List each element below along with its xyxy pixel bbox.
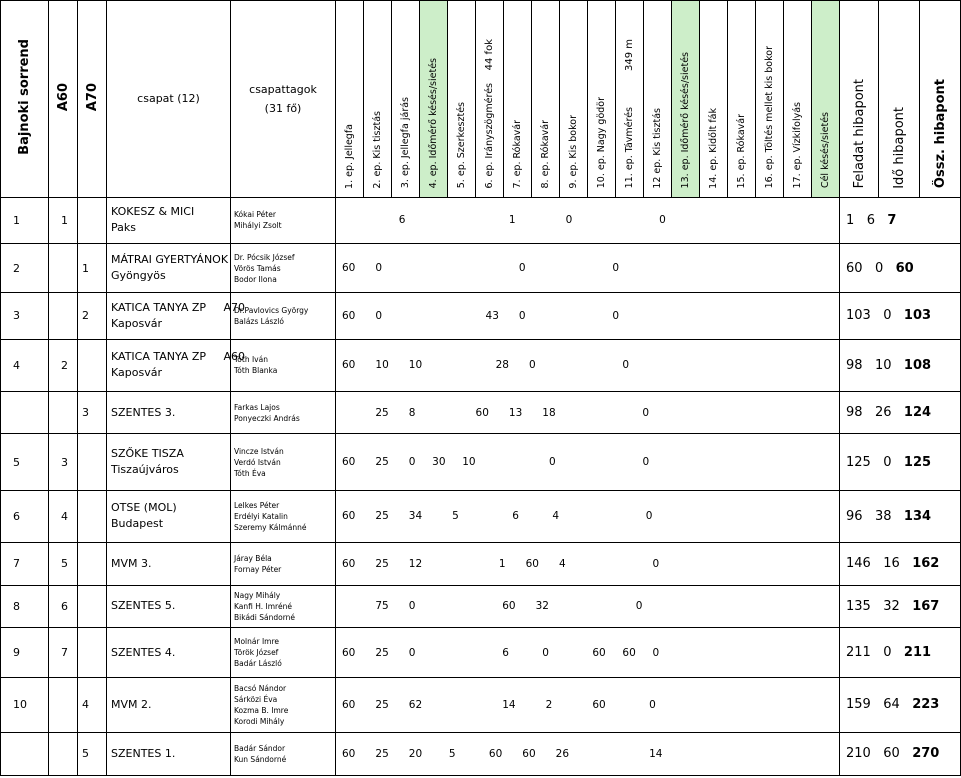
team-cell (107, 243, 231, 292)
stage-header-3: 3. ep. Jellegfa járás (392, 1, 420, 198)
stage-header-13: 13. ep. Időmérő késés/sietés (672, 1, 700, 198)
rank-value: 10 (13, 698, 27, 712)
member-name: Fornay Péter (234, 564, 282, 574)
team-header: csapat (12) (107, 1, 231, 198)
spacer (871, 455, 883, 470)
a70-cell (78, 627, 107, 677)
members-cell (231, 627, 336, 677)
rank-cell (1, 339, 49, 391)
rank-cell (1, 585, 49, 627)
feladat-value: 103 (846, 308, 871, 324)
spacer (900, 599, 912, 614)
scores-cell (336, 243, 840, 292)
spacer (892, 358, 904, 373)
spacer (900, 556, 912, 571)
stage-scores: 60 0 43 0 0 (342, 309, 620, 322)
a60-value: 6 (61, 599, 68, 613)
a70-value: 5 (82, 747, 89, 761)
member-name: Tóth Iván (234, 355, 268, 365)
team-name: SZENTES 4. (111, 645, 176, 659)
team-name: MÁTRAI GYERTYÁNOK (111, 253, 229, 267)
members-cell (231, 678, 336, 732)
stage-header-5: 5. ep. Szerkesztés (448, 1, 476, 198)
a70-cell (78, 678, 107, 732)
team-city: Tiszaújváros (111, 463, 179, 477)
member-name: Török József (234, 648, 279, 658)
team-city: Kaposvár (111, 366, 162, 380)
spacer (871, 599, 883, 614)
team-name: SZENTES 5. (111, 599, 176, 613)
feladat-value: 146 (846, 556, 871, 572)
rank-value: 3 (13, 309, 20, 323)
stage-scores: 25 8 60 13 18 0 (342, 406, 650, 419)
team-city: Budapest (111, 517, 164, 531)
a60-cell (49, 197, 78, 243)
team-name: MVM 2. (111, 697, 152, 711)
totals-cell (840, 678, 961, 732)
ossz-value: 134 (903, 508, 932, 524)
scores-cell (336, 490, 840, 542)
totals-cell (840, 197, 961, 243)
a60-cell (49, 243, 78, 292)
members-header-title: csapattagok (249, 82, 317, 96)
spacer (871, 645, 883, 660)
stage-header-9: 9. ep. Kis bokor (560, 1, 588, 198)
rank-cell (1, 293, 49, 339)
member-name: Badár László (234, 659, 282, 669)
a60-value: 1 (61, 213, 68, 227)
stage-scores: 60 25 62 14 2 60 0 (342, 698, 656, 711)
team-name: SZENTES 1. (111, 746, 176, 760)
ossz-value: 7 (887, 212, 897, 228)
member-name: Bacsó Nándor (234, 683, 287, 693)
totals-cell (840, 627, 961, 677)
ossz-value: 211 (903, 645, 932, 661)
stage-header-12: 12 ep. Kis tisztás (644, 1, 672, 198)
spacer (875, 213, 887, 228)
spacer (871, 308, 883, 323)
spacer (892, 405, 904, 420)
table-row (1, 585, 961, 627)
a70-cell (78, 732, 107, 775)
team-name: SZŐKE TISZA (111, 447, 184, 461)
table-row (1, 732, 961, 775)
stage-header-6: 44 fok 6. ep. Irányszögmérés (476, 1, 504, 198)
scores-cell (336, 732, 840, 775)
ido-value: 38 (874, 508, 892, 524)
spacer (863, 358, 875, 373)
team-cell (107, 585, 231, 627)
rank-value: 9 (13, 646, 20, 660)
stage-scores: 6 1 0 0 (342, 214, 666, 227)
a60-cell (49, 678, 78, 732)
team-cell (107, 490, 231, 542)
scores-cell (336, 543, 840, 585)
spacer (863, 509, 875, 524)
table-row (1, 392, 961, 434)
spacer (892, 455, 904, 470)
member-name: Nagy Mihály (234, 590, 281, 600)
rank-value: 7 (13, 557, 20, 571)
scores-cell (336, 678, 840, 732)
spacer (900, 697, 912, 712)
a70-cell (78, 293, 107, 339)
team-cell (107, 543, 231, 585)
team-name: KATICA TANYA ZP A60 (111, 350, 246, 364)
scores-cell (336, 197, 840, 243)
rank-value: 2 (13, 261, 20, 275)
a70-header: A70 (78, 1, 107, 198)
team-cell (107, 339, 246, 391)
table-row (1, 243, 961, 292)
ossz-value: 124 (903, 405, 932, 421)
spacer (900, 746, 912, 761)
stage-scores: 75 0 60 32 0 (342, 600, 643, 613)
ido-value: 0 (874, 260, 884, 276)
a70-cell (78, 543, 107, 585)
totals-cell (840, 543, 961, 585)
rank-value: 1 (13, 213, 20, 227)
totals-cell (840, 392, 961, 434)
a70-cell (78, 243, 107, 292)
a60-cell (49, 392, 78, 434)
table-row (1, 543, 961, 585)
member-name: Kanfi H. Imréné (234, 601, 292, 611)
members-cell (231, 732, 336, 775)
rank-cell (1, 434, 49, 490)
member-name: Lelkes Péter (234, 500, 280, 510)
member-name: Kókai Péter (234, 210, 276, 220)
table-row (1, 339, 961, 391)
stage-11-note: 349 m (624, 39, 635, 72)
team-city: Gyöngyös (111, 269, 166, 283)
rank-cell (1, 490, 49, 542)
rank-cell (1, 197, 49, 243)
member-name: Kozma B. Imre (234, 705, 289, 715)
team-cell (107, 293, 246, 339)
team-cell (107, 732, 231, 775)
a60-value: 5 (61, 557, 68, 571)
scores-cell (336, 585, 840, 627)
members-cell (231, 243, 336, 292)
team-name: KOKESZ & MICI (111, 205, 195, 219)
rank-value: 4 (13, 358, 20, 372)
rank-cell (1, 543, 49, 585)
a60-cell (49, 339, 78, 391)
member-name: Mihályi Zsolt (234, 221, 282, 231)
feladat-value: 210 (846, 746, 871, 762)
totals-cell (840, 490, 961, 542)
rank-value: 8 (13, 599, 20, 613)
a60-value: 7 (61, 646, 68, 660)
ido-value: 0 (883, 454, 892, 470)
feladat-value: 1 (846, 212, 855, 228)
members-cell (231, 293, 336, 339)
stage-header-10: 10. ep. Nagy gödör (588, 1, 616, 198)
spacer (892, 308, 904, 323)
member-name: Badár Sándor (234, 743, 286, 753)
stage-scores: 60 25 0 30 10 0 0 (342, 456, 650, 469)
stage-scores: 60 25 34 5 6 4 0 (342, 510, 653, 523)
a70-cell (78, 339, 107, 391)
rank-cell (1, 627, 49, 677)
totals-cell (840, 339, 961, 391)
team-name: MVM 3. (111, 556, 152, 570)
rank-cell (1, 678, 49, 732)
ossz-value: 162 (912, 556, 940, 572)
ossz-value: 108 (903, 357, 932, 373)
member-name: Szeremy Kálmánné (234, 522, 307, 532)
team-city: Paks (111, 221, 136, 235)
stage-scores: 60 10 10 28 0 0 (342, 359, 630, 372)
a60-value: 4 (61, 509, 68, 523)
a60-cell (49, 490, 78, 542)
header-row (1, 1, 961, 198)
ido-value: 32 (883, 598, 900, 614)
spacer (892, 645, 904, 660)
ossz-value: 60 (895, 260, 914, 276)
a60-value: 3 (61, 455, 68, 469)
ido-value: 0 (883, 645, 892, 661)
stage-6-note: 44 fok (484, 39, 495, 71)
member-name: Balázs László (234, 316, 284, 326)
ossz-value: 270 (912, 746, 940, 762)
stage-header-15: 15. ep. Rókavár (728, 1, 756, 198)
a70-value: 1 (82, 261, 89, 275)
ido-value: 64 (883, 697, 900, 713)
a70-cell (78, 490, 107, 542)
member-name: Tóth Éva (234, 468, 266, 478)
a60-cell (49, 434, 78, 490)
team-name: KATICA TANYA ZP A70 (111, 300, 246, 314)
scores-cell (336, 392, 840, 434)
member-name: Dr.Pavlovics György (234, 305, 309, 315)
totals-cell (840, 732, 961, 775)
feladat-value: 98 (846, 357, 863, 373)
members-cell (231, 585, 336, 627)
a60-value: 2 (61, 358, 68, 372)
feladat-value: 135 (846, 598, 871, 614)
stage-scores: 60 25 20 5 60 60 26 14 (342, 747, 663, 760)
ossz-value: 223 (912, 697, 940, 713)
member-name: Kun Sándorné (234, 754, 287, 764)
feladat-value: 60 (846, 260, 863, 276)
a60-cell (49, 543, 78, 585)
ido-value: 16 (883, 556, 900, 572)
feladat-value: 125 (846, 454, 871, 470)
member-name: Farkas Lajos (234, 402, 280, 412)
members-cell (231, 197, 336, 243)
member-name: Tóth Blanka (234, 366, 278, 376)
feladat-header: Feladat hibapont (840, 1, 879, 198)
stage-header-2: 2. ep. Kis tisztás (364, 1, 392, 198)
member-name: Vörös Tamás (234, 263, 281, 273)
team-cell (107, 392, 231, 434)
ido-value: 26 (874, 405, 892, 421)
stage-scores: 60 25 0 6 0 60 60 0 (342, 646, 660, 659)
member-name: Vincze István (234, 446, 284, 456)
spacer (883, 261, 895, 276)
a70-value: 4 (82, 698, 89, 712)
rank-cell (1, 243, 49, 292)
a70-cell (78, 392, 107, 434)
spacer (892, 509, 904, 524)
team-cell (107, 678, 231, 732)
rank-value: 6 (13, 509, 20, 523)
spacer (871, 746, 883, 761)
stage-header-17: 17. ep. Vízkifolyás (784, 1, 812, 198)
team-name: SZENTES 3. (111, 405, 176, 419)
team-cell (107, 627, 231, 677)
scores-cell (336, 627, 840, 677)
member-name: Erdélyi Katalin (234, 511, 288, 521)
member-name: Sárközi Éva (234, 694, 278, 704)
team-city: Kaposvár (111, 316, 162, 330)
members-cell (231, 434, 336, 490)
spacer (871, 556, 883, 571)
rank-cell (1, 392, 49, 434)
stage-header-8: 8. ep. Rókavár (532, 1, 560, 198)
totals-cell (840, 243, 961, 292)
members-header-count: (31 fő) (264, 101, 302, 115)
a60-cell (49, 293, 78, 339)
a70-cell (78, 197, 107, 243)
rank-header: Bajnoki sorrend (1, 1, 49, 198)
totals-cell (840, 585, 961, 627)
members-header (231, 1, 336, 198)
stage-header-4: 4. ep. Időmérő késés/sietés (420, 1, 448, 198)
a70-cell (78, 434, 107, 490)
stage-header-7: 7. ep. Rókavár (504, 1, 532, 198)
stage-header-11: 349 m 11. ep. Távmérés (616, 1, 644, 198)
ossz-value: 125 (903, 454, 932, 470)
spacer (863, 405, 875, 420)
stage-header-1: 1. ep. Jellegfa (336, 1, 364, 198)
member-name: Molnár Imre (234, 637, 280, 647)
a70-value: 2 (82, 309, 89, 323)
spacer (854, 213, 866, 228)
team-cell (107, 434, 231, 490)
members-cell (231, 543, 336, 585)
ido-header: Idő hibapont (879, 1, 920, 198)
a60-cell (49, 585, 78, 627)
ossz-header: Össz. hibapont (920, 1, 961, 198)
members-cell (231, 392, 336, 434)
table-row (1, 434, 961, 490)
stage-header-16: 16. ep. Töltés mellet kis bokor (756, 1, 784, 198)
ido-value: 0 (883, 308, 892, 324)
member-name: Verdó István (234, 457, 281, 467)
feladat-value: 98 (846, 405, 863, 421)
a60-header: A60 (49, 1, 78, 198)
member-name: Bodor Ilona (234, 274, 277, 284)
scores-cell (336, 293, 840, 339)
rank-cell (1, 732, 49, 775)
spacer (863, 261, 875, 276)
member-name: Bikádi Sándorné (234, 612, 296, 622)
stage-scores: 60 0 0 0 (342, 262, 620, 275)
table-row (1, 627, 961, 677)
member-name: Ponyeczki András (234, 413, 300, 423)
ido-value: 60 (883, 746, 900, 762)
feladat-value: 159 (846, 697, 871, 713)
stage-scores: 60 25 12 1 60 4 0 (342, 557, 660, 570)
a60-cell (49, 627, 78, 677)
ossz-value: 103 (903, 308, 932, 324)
member-name: Korodi Mihály (234, 716, 285, 726)
table-row (1, 678, 961, 732)
ossz-value: 167 (912, 598, 940, 614)
ido-value: 6 (866, 212, 875, 228)
member-name: Dr. Pócsik József (234, 252, 295, 262)
table-row (1, 197, 961, 243)
stage-header-finish: Cél késés/sietés (812, 1, 840, 198)
a60-cell (49, 732, 78, 775)
feladat-value: 96 (846, 508, 863, 524)
table-row (1, 490, 961, 542)
stage-header-14: 14. ep. Kidőlt fák (700, 1, 728, 198)
a70-cell (78, 585, 107, 627)
totals-cell (840, 434, 961, 490)
feladat-value: 211 (846, 645, 871, 661)
ido-value: 10 (874, 357, 892, 373)
team-cell (107, 197, 231, 243)
member-name: Járay Béla (234, 553, 272, 563)
members-cell (231, 339, 336, 391)
rank-value: 5 (13, 455, 20, 469)
table-row (1, 293, 961, 339)
spacer (871, 697, 883, 712)
scores-cell (336, 339, 840, 391)
members-cell (231, 490, 336, 542)
totals-cell (840, 293, 961, 339)
a70-value: 3 (82, 406, 89, 420)
team-name: OTSE (MOL) (111, 501, 177, 515)
scores-cell (336, 434, 840, 490)
